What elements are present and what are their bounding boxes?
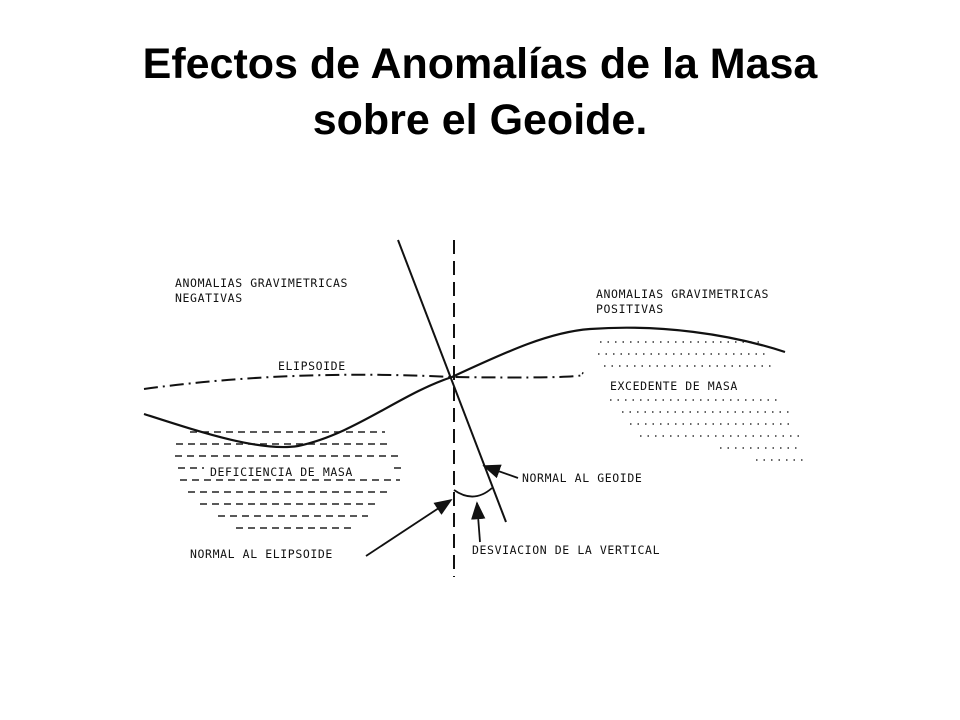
label-negative-anomaly-2: NEGATIVAS [175, 291, 243, 305]
label-mass-excess: EXCEDENTE DE MASA [610, 379, 738, 393]
mass-excess-dots [598, 342, 804, 460]
diagram-svg [130, 232, 830, 592]
label-normal-ellipsoid: NORMAL AL ELIPSOIDE [190, 547, 333, 561]
label-ellipsoid: ELIPSOIDE [278, 359, 346, 373]
slide-title [80, 36, 880, 148]
geoid-diagram [130, 232, 830, 592]
title-line-1: Efectos de Anomalías de la Masa [142, 40, 818, 88]
label-deviation: DESVIACION DE LA VERTICAL [472, 543, 661, 557]
label-positive-anomaly-1: ANOMALIAS GRAVIMETRICAS [596, 287, 770, 301]
label-normal-geoid: NORMAL AL GEOIDE [522, 471, 643, 485]
arrow-normal-ellipsoid [366, 500, 451, 556]
label-mass-deficiency: DEFICIENCIA DE MASA [210, 465, 353, 479]
normal-geoid-line [398, 240, 506, 522]
arrow-deviation [477, 503, 480, 542]
deviation-arc [454, 488, 492, 497]
label-negative-anomaly-1: ANOMALIAS GRAVIMETRICAS [175, 276, 349, 290]
title-line-2: sobre el Geoide. [312, 96, 648, 144]
ellipsoid-line [144, 373, 584, 389]
label-positive-anomaly-2: POSITIVAS [596, 302, 664, 316]
